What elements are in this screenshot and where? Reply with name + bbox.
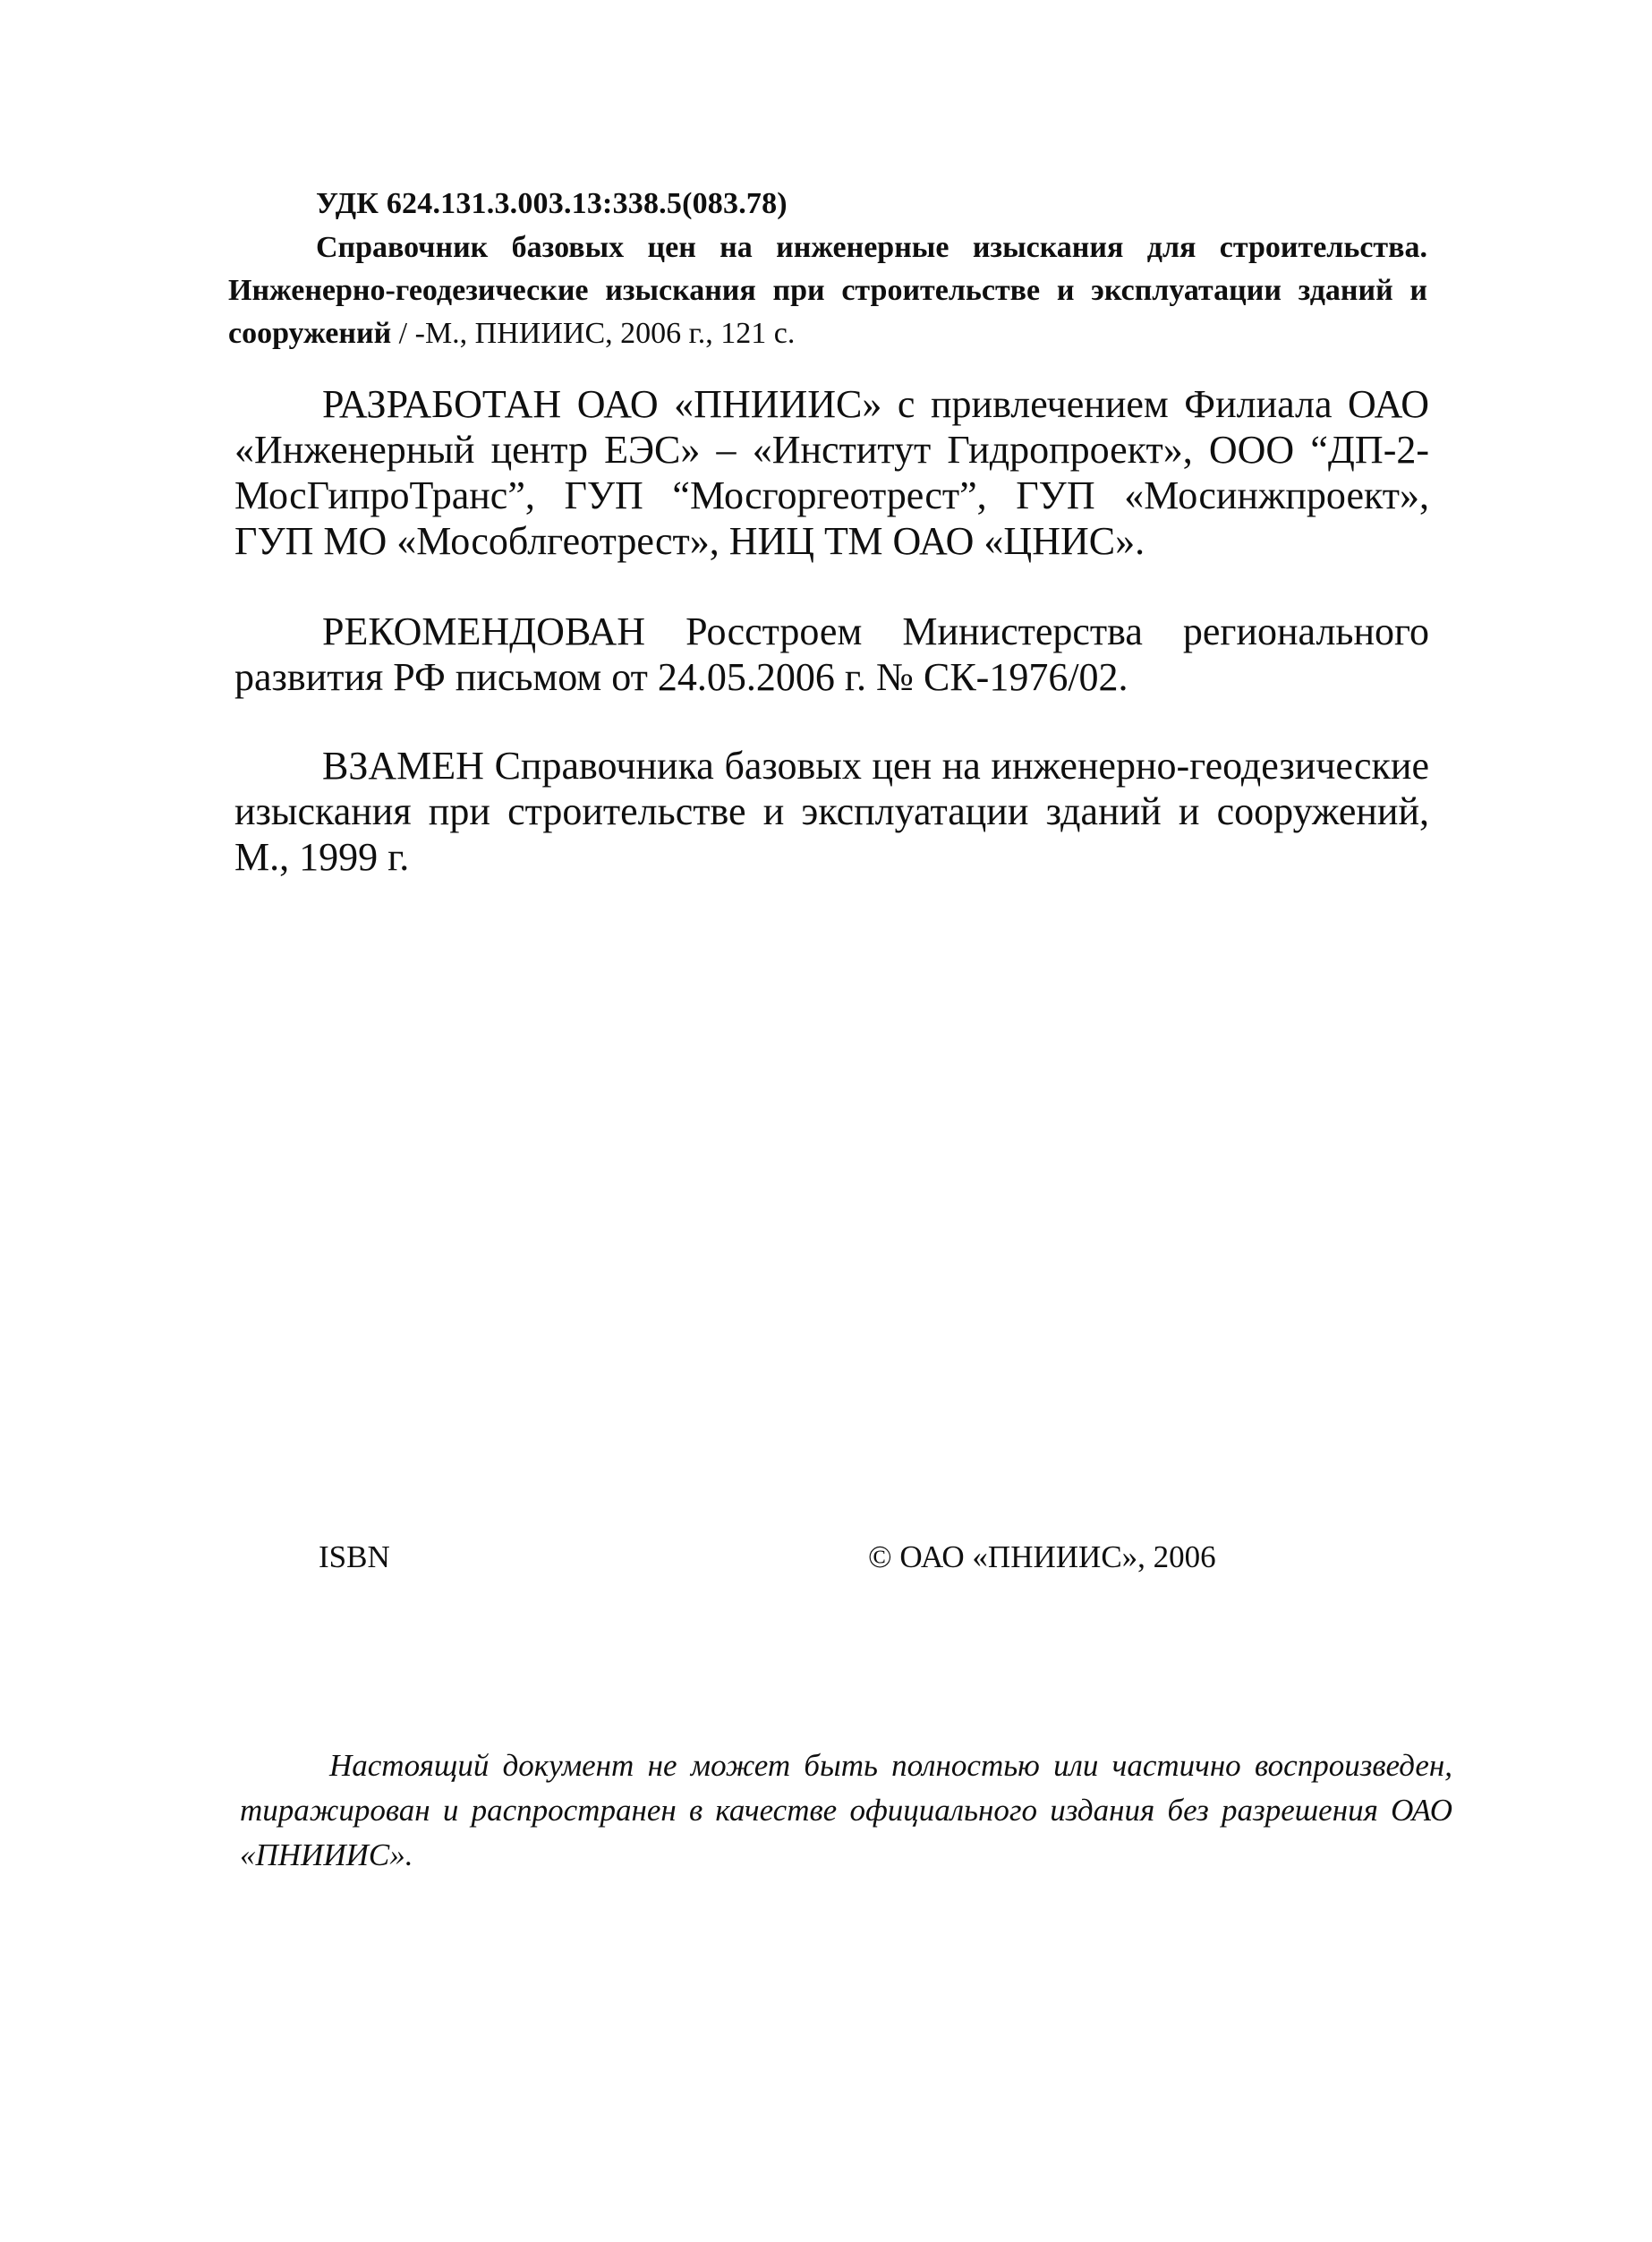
copyright-line: © ОАО «ПНИИИС», 2006 bbox=[868, 1539, 1216, 1574]
developed-text: ОАО «ПНИИИС» с привлечением Филиала ОАО «Инженерный центр ЕЭС» – «Институт Гидропроект», ООО “ДП-2-МосГипроТранс”, ГУП “Мосгоргеотрест”, ГУП «Мосинжпроект», ГУП МО «Мособлгеотрест», НИЦ ТМ ОАО «ЦНИС». bbox=[234, 382, 1429, 563]
isbn-label: ISBN bbox=[319, 1539, 390, 1574]
replaces-paragraph bbox=[234, 743, 1429, 880]
bibliographic-reference bbox=[228, 226, 1427, 355]
replaces-text: Справочника базовых цен на инженерно-геодезические изыскания при строительстве и эксплуатации зданий и сооружений, М., 1999 г. bbox=[234, 744, 1429, 879]
udk-code: УДК 624.131.3.003.13:338.5(083.78) bbox=[316, 187, 788, 220]
developed-paragraph bbox=[234, 381, 1429, 564]
recommended-text: Росстроем Министерства регионального развития РФ письмом от 24.05.2006 г. № СК-1976/02. bbox=[234, 610, 1429, 699]
replaces-lead: ВЗАМЕН bbox=[322, 744, 484, 788]
bibliographic-title: Справочник базовых цен на инженерные изыскания для строительства. Инженерно-геодезические изыскания при строительстве и эксплуатации зданий и сооружений bbox=[228, 231, 1427, 350]
bibliographic-imprint: / -М., ПНИИИС, 2006 г., 121 с. bbox=[391, 317, 796, 350]
copyright-notice: Настоящий документ не может быть полностью или частично воспроизведен, тиражирован и распространен в качестве официального издания без разрешения ОАО «ПНИИИС». bbox=[240, 1748, 1452, 1872]
developed-lead: РАЗРАБОТАН bbox=[322, 382, 562, 426]
recommended-lead: РЕКОМЕНДОВАН bbox=[322, 610, 646, 653]
recommended-paragraph bbox=[234, 609, 1429, 700]
